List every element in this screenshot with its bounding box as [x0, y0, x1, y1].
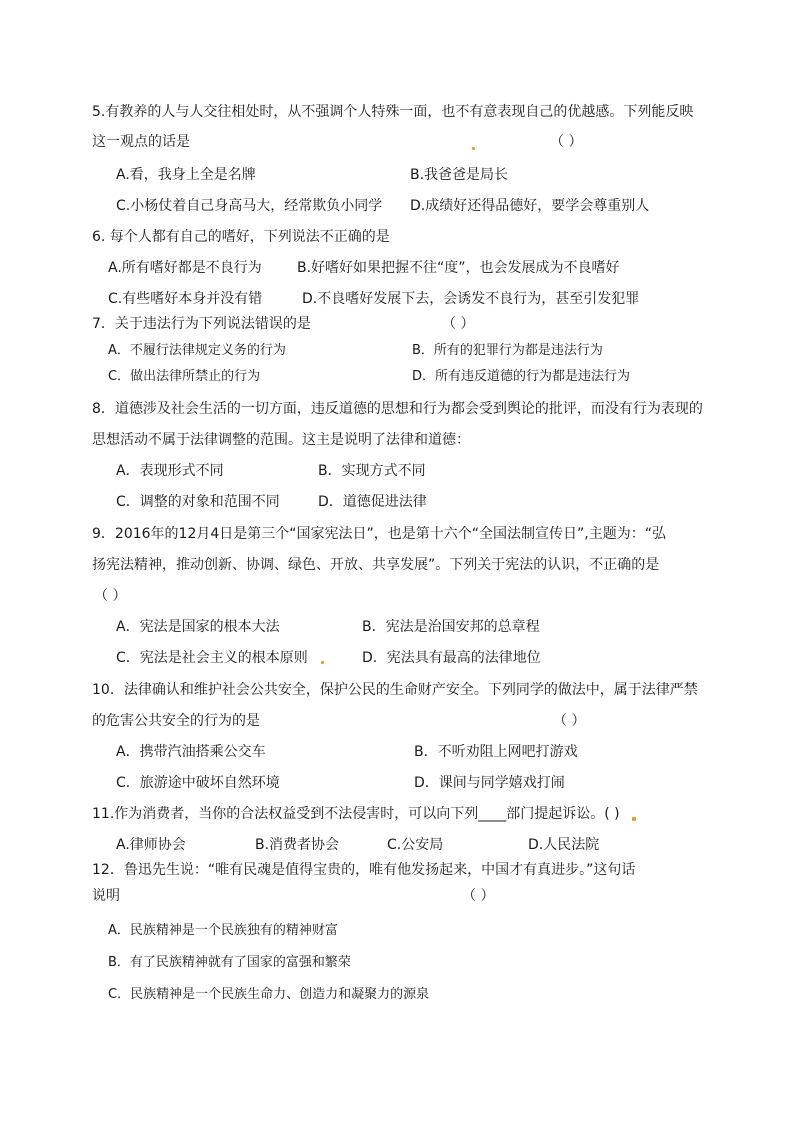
- q8-stem-line2: 思想活动不属于法律调整的范围。这主是说明了法律和道德：: [92, 432, 470, 448]
- q11-option-d: D.人民法院: [528, 837, 600, 853]
- q5-option-c: C.小杨仗着自己身高马大，经常欺负小同学: [116, 198, 383, 214]
- q10-answer-paren: （ ）: [553, 713, 586, 729]
- q6-option-c: C.有些嗜好本身并没有错: [108, 291, 263, 307]
- scan-dot: [472, 147, 475, 150]
- q12-option-c: C．民族精神是一个民族生命力、创造力和凝聚力的源泉: [108, 987, 430, 1002]
- q12-option-b: B．有了民族精神就有了国家的富强和繁荣: [108, 955, 351, 970]
- q12-answer-paren: （ ）: [462, 888, 495, 904]
- q9-stem-line1: 9．2016年的12月4日是第三个“国家宪法日”，也是第十六个“全国法制宣传日”,主题为：“弘: [92, 526, 666, 542]
- scan-dot: [632, 817, 636, 821]
- q5-answer-paren: （ ）: [550, 134, 583, 150]
- q5-option-d: D.成绩好还得品德好，要学会尊重别人: [410, 198, 650, 214]
- q10-option-d: D．课间与同学嬉戏打闹: [414, 775, 565, 791]
- q8-option-d: D．道德促进法律: [318, 494, 427, 510]
- q8-option-b: B．实现方式不同: [318, 463, 426, 479]
- q10-stem-line2: 的危害公共安全的行为的是: [92, 713, 260, 729]
- q5-option-b: B.我爸爸是局长: [410, 167, 509, 183]
- q7-stem: 7．关于违法行为下列说法错误的是: [92, 316, 311, 332]
- q8-stem-line1: 8．道德涉及社会生活的一切方面，违反道德的思想和行为都会受到舆论的批评，而没有行为表现的: [92, 401, 703, 417]
- q7-option-b: B．所有的犯罪行为都是违法行为: [412, 343, 603, 358]
- q8-option-c: C．调整的对象和范围不同: [116, 494, 280, 510]
- q9-option-c: C．宪法是社会主义的根本原则: [116, 650, 308, 666]
- q9-stem-line2: 扬宪法精神，推动创新、协调、绿色、开放、共享发展”。下列关于宪法的认识，不正确的是: [92, 557, 660, 573]
- q7-answer-paren: （ ）: [442, 316, 475, 332]
- q10-stem-line1: 10．法律确认和维护社会公共安全，保护公民的生命财产安全。下列同学的做法中，属于法律严禁: [92, 682, 698, 698]
- q10-option-c: C．旅游途中破坏自然环境: [116, 775, 280, 791]
- scan-dot: [321, 661, 324, 664]
- q6-stem: 6. 每个人都有自己的嗜好，下列说法不正确的是: [92, 229, 390, 245]
- q10-option-b: B．不听劝阻上网吧打游戏: [414, 744, 578, 760]
- q5-option-a: A.看，我身上全是名牌: [116, 167, 256, 183]
- q11-option-b: B.消费者协会: [255, 837, 340, 853]
- q11-option-c: C.公安局: [387, 837, 444, 853]
- q11-stem: 11.作为消费者，当你的合法权益受到不法侵害时，可以向下列____部门提起诉讼。( ): [92, 806, 620, 822]
- q7-option-d: D．所有违反道德的行为都是违法行为: [412, 369, 631, 384]
- q12-stem-line1: 12．鲁迅先生说：“唯有民魂是值得宝贵的，唯有他发扬起来，中国才有真进步。”这句话: [92, 862, 636, 878]
- q12-stem-line2: 说明: [92, 888, 120, 904]
- q8-option-a: A．表现形式不同: [116, 463, 224, 479]
- q5-stem-line2: 这一观点的话是: [92, 134, 190, 150]
- q5-stem-line1: 5.有教养的人与人交往相处时，从不强调个人特殊一面，也不有意表现自己的优越感。下列能反映: [92, 104, 694, 120]
- q9-option-a: A．宪法是国家的根本大法: [116, 619, 280, 635]
- q9-option-b: B．宪法是治国安邦的总章程: [362, 619, 540, 635]
- q11-option-a: A.律师协会: [116, 837, 186, 853]
- q12-option-a: A．民族精神是一个民族独有的精神财富: [108, 923, 338, 938]
- q9-option-d: D．宪法具有最高的法律地位: [362, 650, 541, 666]
- q10-option-a: A．携带汽油搭乘公交车: [116, 744, 266, 760]
- q9-answer-paren: （ ）: [94, 588, 127, 604]
- q7-option-a: A．不履行法律规定义务的行为: [108, 343, 286, 358]
- q7-option-c: C．做出法律所禁止的行为: [108, 369, 261, 384]
- q6-option-b: B.好嗜好如果把握不往“度”，也会发展成为不良嗜好: [297, 260, 620, 276]
- q6-option-d: D.不良嗜好发展下去，会诱发不良行为，甚至引发犯罪: [302, 291, 640, 307]
- q6-option-a: A.所有嗜好都是不良行为: [108, 260, 262, 276]
